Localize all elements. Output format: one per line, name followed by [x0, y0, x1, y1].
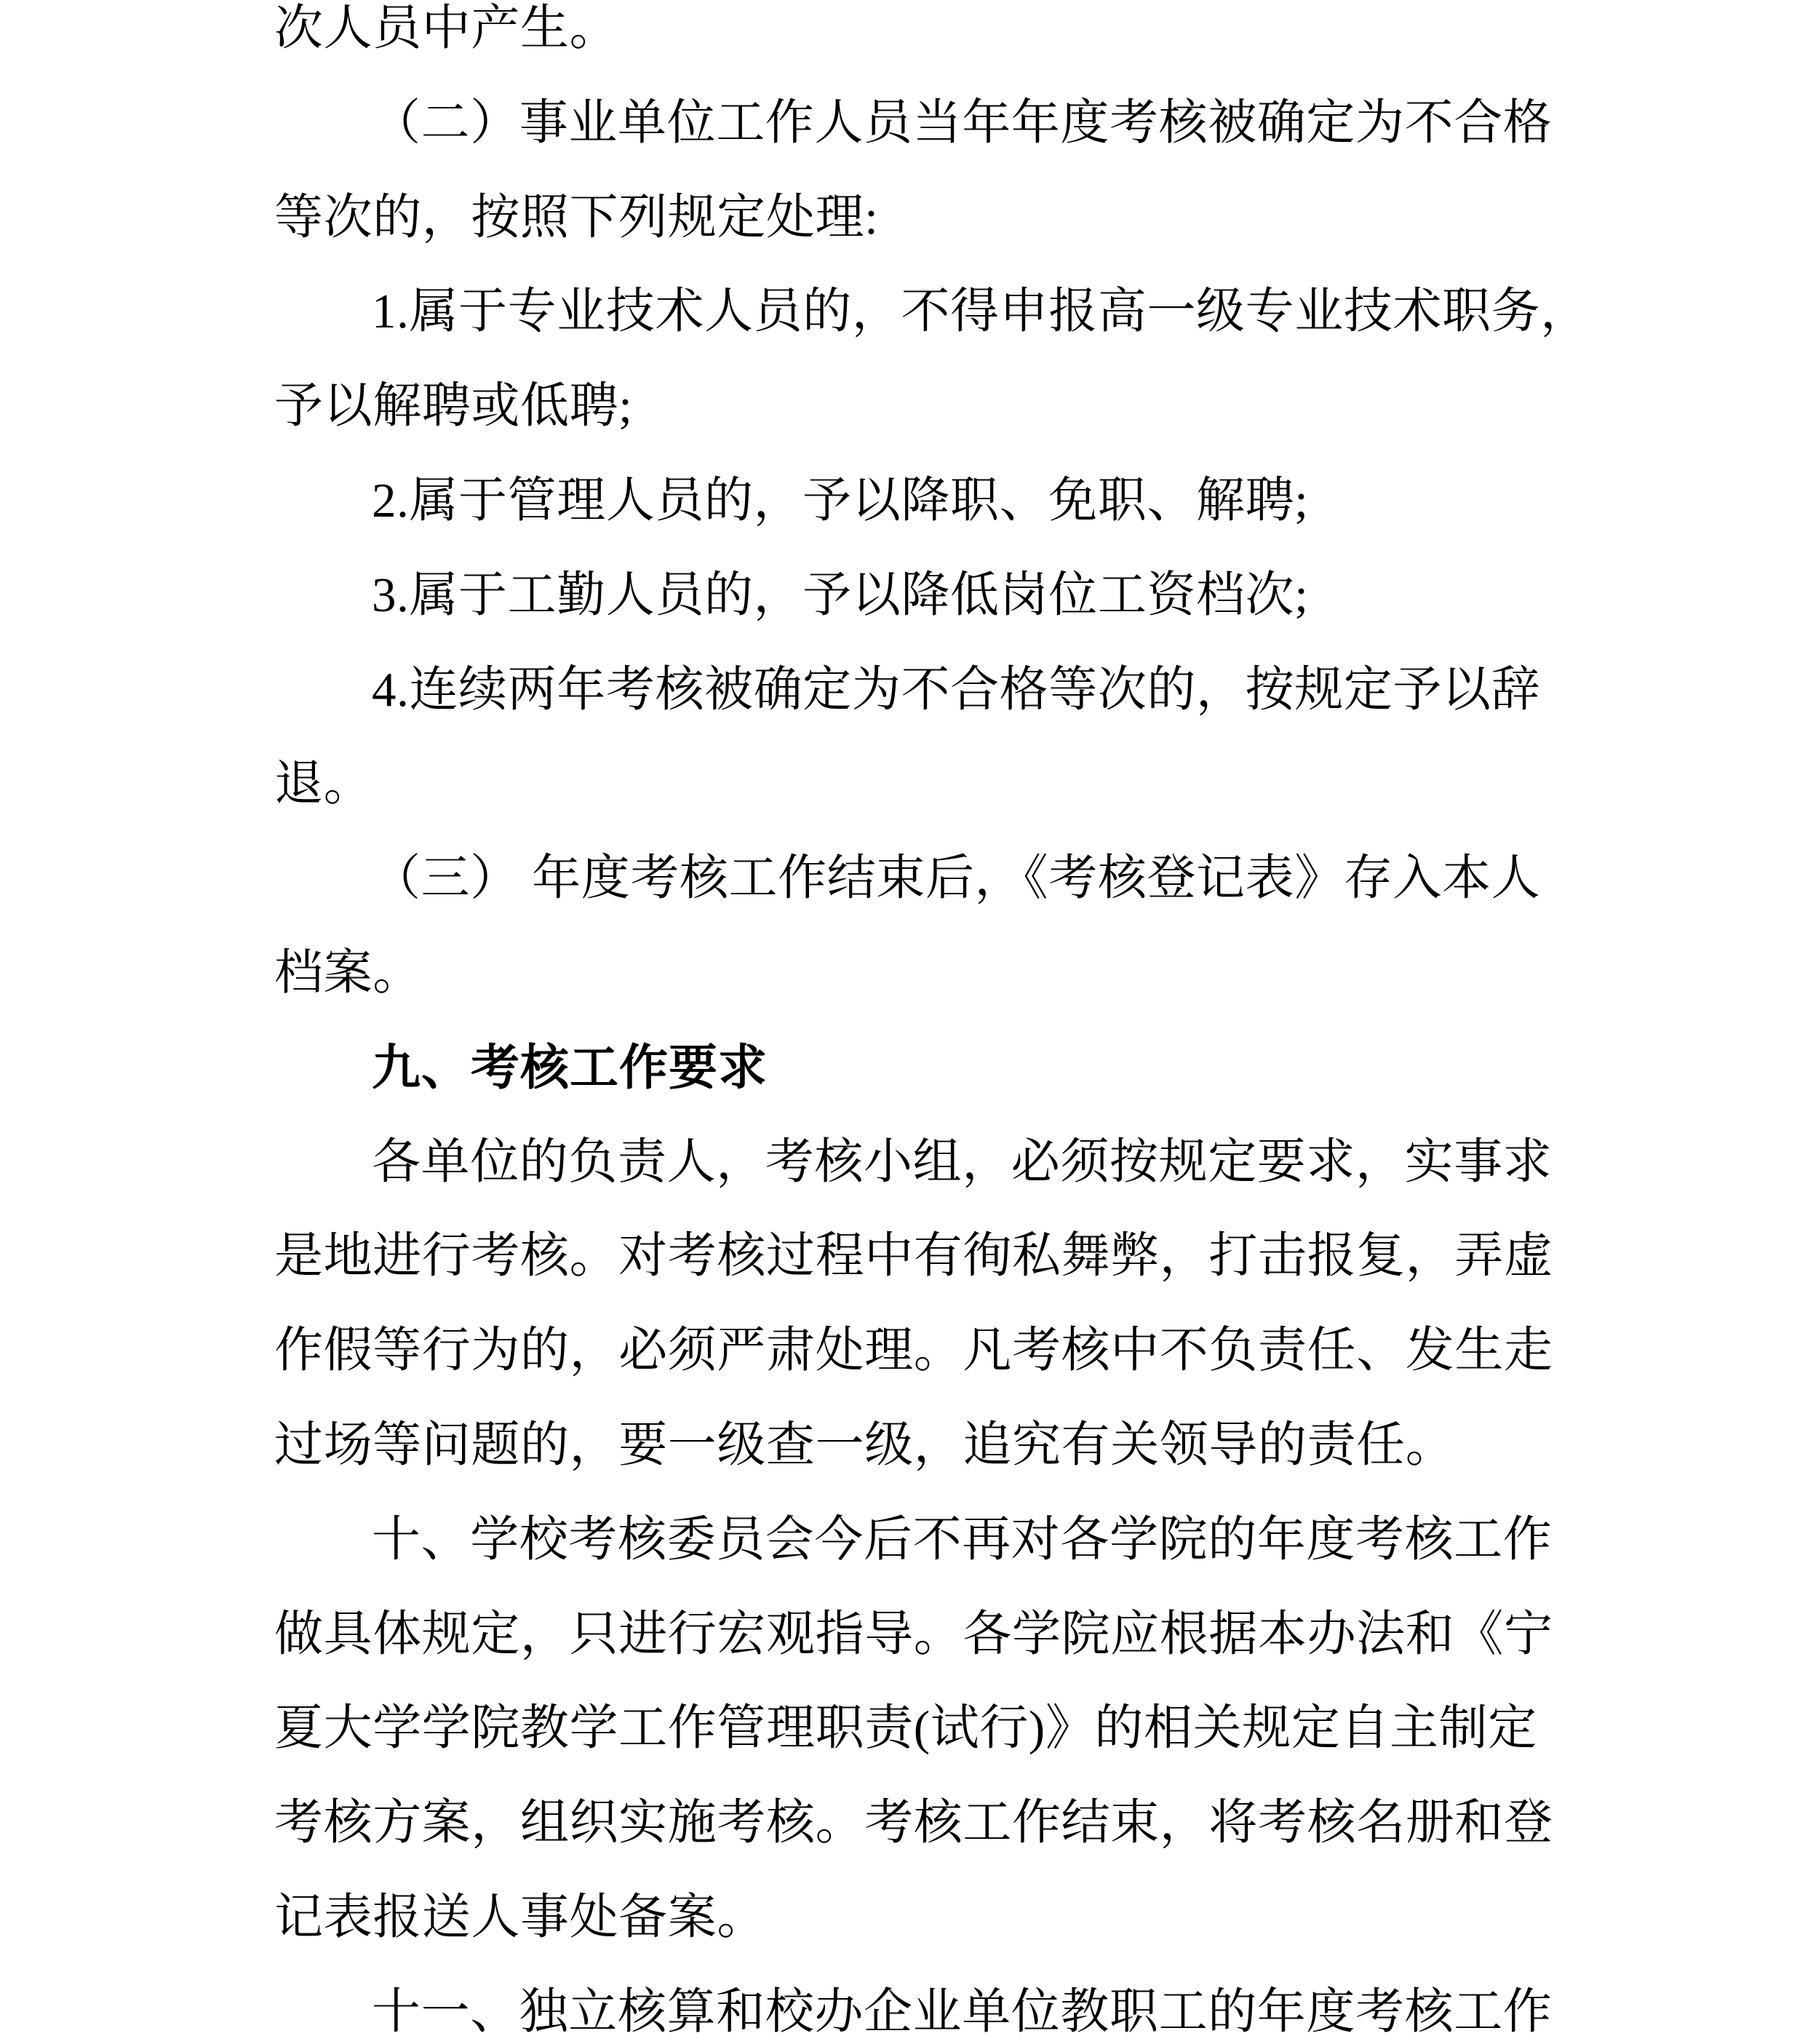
- text-line: 予以解聘或低聘;: [274, 379, 633, 434]
- text-line: 十、学校考核委员会今后不再对各学院的年度考核工作: [372, 1512, 1553, 1567]
- text-line: 档案。: [274, 945, 422, 1000]
- text-line: 各单位的负责人，考核小组，必须按规定要求，实事求: [372, 1134, 1553, 1189]
- text-line: 2.属于管理人员的，予以降职、免职、解聘;: [372, 473, 1309, 528]
- text-line: 次人员中产生。: [274, 1, 619, 55]
- text-line: 等次的，按照下列规定处理:: [274, 190, 879, 244]
- text-line: 过场等问题的，要一级查一级，追究有关领导的责任。: [274, 1417, 1455, 1472]
- text-line: 考核方案，组织实施考核。考核工作结束，将考核名册和登: [274, 1796, 1553, 1850]
- text-line: 做具体规定，只进行宏观指导。各学院应根据本办法和《宁: [274, 1607, 1553, 1661]
- text-line: 记表报送人事处备案。: [274, 1890, 766, 1944]
- text-line: 夏大学学院教学工作管理职责(试行)》的相关规定自主制定: [274, 1701, 1537, 1756]
- text-line: （二）事业单位工作人员当年年度考核被确定为不合格: [372, 95, 1553, 150]
- text-line: 退。: [274, 757, 373, 811]
- text-line: 4.连续两年考核被确定为不合格等次的，按规定予以辞: [372, 662, 1541, 717]
- text-line: 1.属于专业技术人员的，不得申报高一级专业技术职务，: [372, 285, 1590, 339]
- text-line: （三） 年度考核工作结束后，《考核登记表》存入本人: [372, 851, 1541, 906]
- document-text-block: [274, 0, 1590, 2044]
- text-line: 作假等行为的，必须严肃处理。凡考核中不负责任、发生走: [274, 1324, 1553, 1378]
- text-line: 十一、独立核算和校办企业单位教职工的年度考核工作: [372, 1984, 1553, 2039]
- text-line: 3.属于工勤人员的，予以降低岗位工资档次;: [372, 568, 1309, 622]
- section-heading-nine: 九、考核工作要求: [372, 1038, 768, 1096]
- text-line: 是地进行考核。对考核过程中有徇私舞弊，打击报复，弄虚: [274, 1229, 1553, 1284]
